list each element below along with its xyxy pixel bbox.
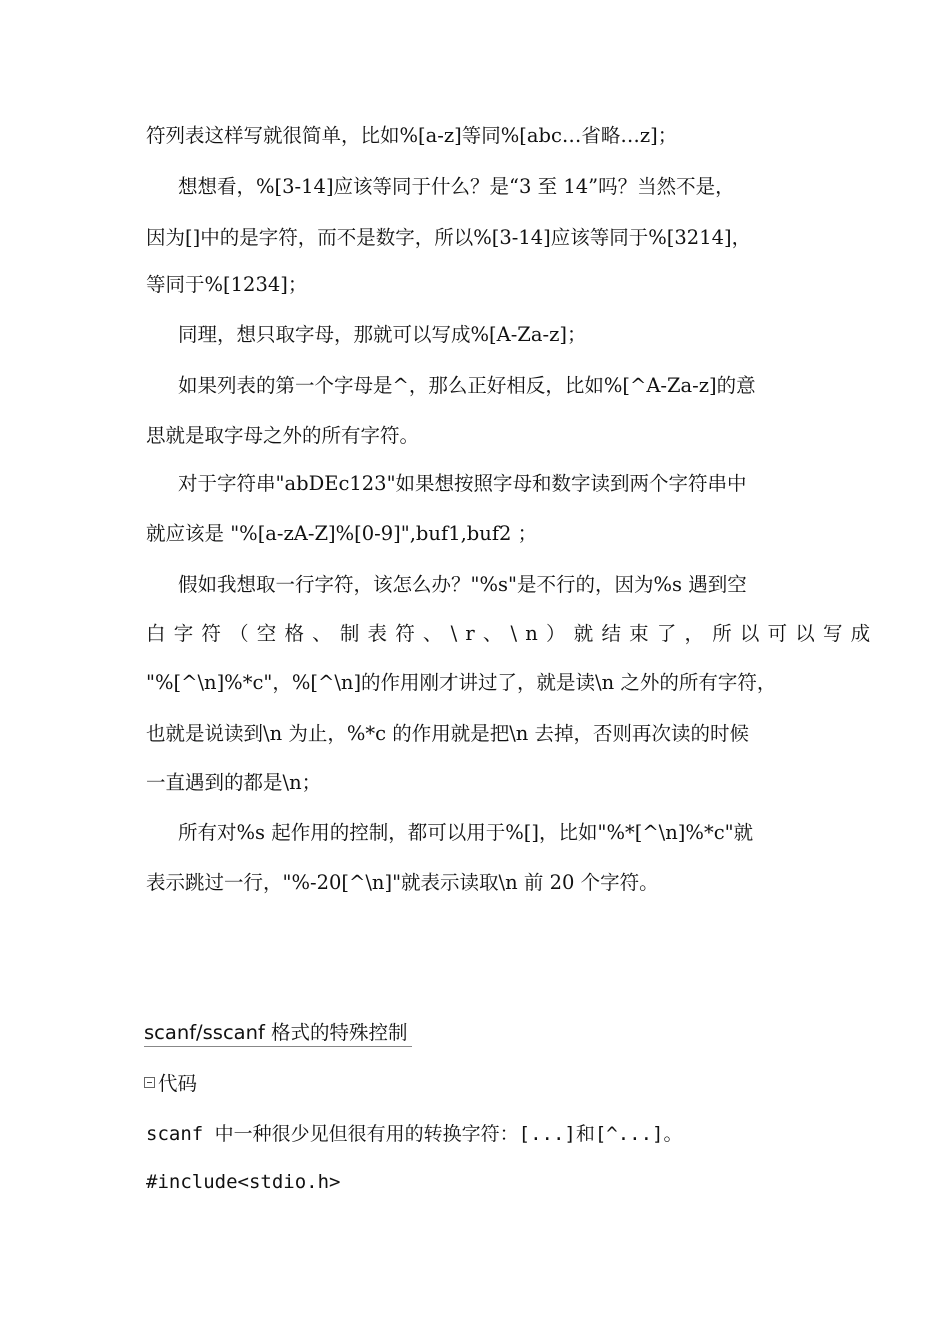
paragraph-line: 对于字符串"abDEc123"如果想按照字母和数字读到两个字符串中 bbox=[178, 472, 747, 495]
paragraph-line: 符列表这样写就很简单，比如%[a-z]等同%[abc…省略…z]； bbox=[146, 124, 678, 147]
paragraph-line: 想想看，%[3-14]应该等同于什么？是“3 至 14”吗？当然不是， bbox=[178, 175, 735, 198]
paragraph-line: 一直遇到的都是\n； bbox=[146, 771, 322, 794]
paragraph-line: 白字符（空格、制表符、\r、\n）就结束了，所以可以写成 bbox=[146, 622, 879, 645]
section-heading: scanf/sscanf 格式的特殊控制 bbox=[144, 1020, 412, 1047]
paragraph-line: "%[^\n]%*c"，%[^\n]的作用刚才讲过了，就是读\n 之外的所有字符， bbox=[146, 671, 777, 694]
paragraph-line: 所有对%s 起作用的控制，都可以用于%[]，比如"%*[^\n]%*c"就 bbox=[178, 821, 754, 844]
paragraph-line: 表示跳过一行，"%-20[^\n]"就表示读取\n 前 20 个字符。 bbox=[146, 871, 659, 894]
paragraph-line: 也就是说读到\n 为止，%*c 的作用就是把\n 去掉，否则再次读的时候 bbox=[146, 722, 750, 745]
paragraph-line: 等同于%[1234]； bbox=[146, 273, 308, 296]
paragraph-line: 同理，想只取字母，那就可以写成%[A-Za-z]； bbox=[178, 323, 587, 346]
code-line: scanf 中一种很少见但很有用的转换字符：[...]和[^...]。 bbox=[146, 1123, 683, 1145]
paragraph-line: 假如我想取一行字符，该怎么办？"%s"是不行的，因为%s 遇到空 bbox=[178, 573, 747, 596]
code-line: #include<stdio.h> bbox=[146, 1171, 341, 1193]
collapse-icon[interactable] bbox=[144, 1077, 155, 1088]
paragraph-line: 思就是取字母之外的所有字符。 bbox=[146, 424, 420, 447]
paragraph-line: 就应该是 "%[a-zA-Z]%[0-9]",buf1,buf2 ； bbox=[146, 522, 538, 545]
code-toggle[interactable] bbox=[144, 1071, 197, 1097]
paragraph-line: 因为[]中的是字符，而不是数字，所以%[3-14]应该等同于%[3214]， bbox=[146, 226, 752, 249]
code-toggle-label: 代码 bbox=[158, 1072, 198, 1095]
paragraph-line: 如果列表的第一个字母是^，那么正好相反，比如%[^A-Za-z]的意 bbox=[178, 374, 756, 397]
